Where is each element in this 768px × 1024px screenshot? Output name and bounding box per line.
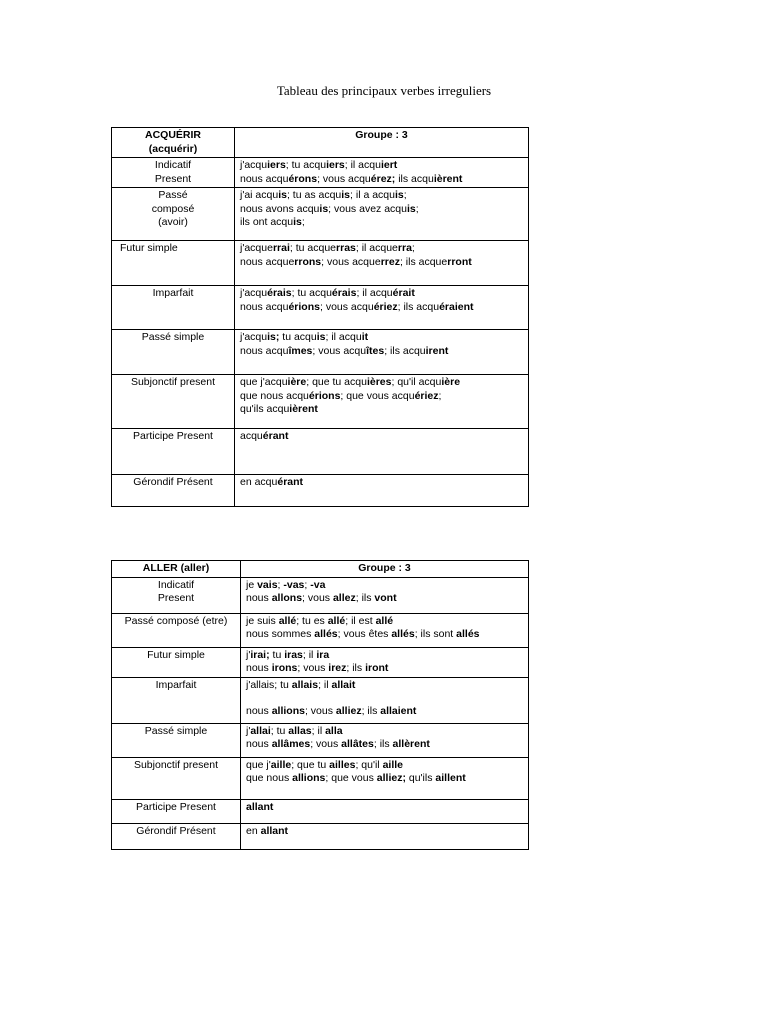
conjugation-line [240, 430, 523, 444]
stem-text: ; ils acque [399, 255, 448, 268]
stem-text: nous [246, 738, 272, 750]
ending-text: allâmes [271, 738, 311, 750]
conjugation-cell [235, 429, 529, 475]
ending-text: rra [397, 242, 412, 254]
ending-text: rrez [380, 255, 400, 268]
conjugation-cell [241, 577, 529, 613]
stem-text: ; tu es [296, 614, 328, 627]
ending-text: allés [391, 628, 415, 640]
conjugation-line [246, 615, 523, 629]
ending-text: allions [292, 772, 326, 784]
stem-text: nous acqu [240, 344, 289, 357]
ending-text: aille [382, 758, 403, 771]
stem-text: j'ai acqu [240, 189, 279, 201]
table-row [112, 286, 529, 330]
ending-text: allé [375, 614, 394, 627]
conjugation-line [240, 287, 523, 301]
ending-text: allait [331, 678, 356, 691]
stem-text: ; il acqu [344, 159, 381, 171]
stem-text: ; vous acque [321, 255, 381, 268]
stem-text: ; vous [297, 662, 329, 674]
stem-text: nous [246, 705, 272, 717]
ending-text: érant [262, 430, 289, 442]
ending-text: allé [327, 614, 346, 627]
stem-text: que j' [246, 758, 271, 771]
table-row [112, 429, 529, 475]
conjugation-cell [235, 375, 529, 429]
stem-text: ; tu [270, 724, 289, 737]
ending-text: is [319, 202, 329, 215]
tense-label: Passé simple [141, 331, 205, 343]
stem-text: ; il [302, 648, 317, 661]
ending-text: rront [447, 255, 472, 268]
conjugation-line [240, 331, 523, 345]
ending-text: allai [250, 724, 271, 737]
tense-label: Imparfait [152, 287, 194, 299]
stem-text: nous sommes [246, 628, 315, 640]
header-row [112, 128, 529, 158]
conjugation-cell [241, 723, 529, 757]
conjugation-cell [235, 241, 529, 286]
ending-text: aille [270, 758, 292, 771]
stem-text: ; ils [373, 738, 393, 750]
ending-text: allèrent [392, 738, 430, 750]
table-row [112, 375, 529, 429]
conjugation-line [246, 649, 523, 663]
ending-text: is [316, 331, 326, 343]
page-title: Tableau des principaux verbes irreguliers [276, 83, 492, 98]
conjugation-line [240, 301, 523, 315]
table-row [112, 188, 529, 241]
tense-label: Participe Present [133, 430, 213, 442]
stem-text: je [246, 578, 258, 591]
conjugation-line [246, 725, 523, 739]
ending-text: iert [380, 159, 398, 171]
stem-text: ; [411, 242, 415, 254]
table-row [112, 613, 529, 647]
tense-label: Imparfait [155, 678, 197, 691]
tense-label: Present [157, 592, 195, 604]
table-row [112, 475, 529, 507]
stem-text: j' [246, 724, 251, 737]
stem-text: ; ils [346, 662, 366, 674]
stem-text: ; il est [345, 614, 376, 627]
stem-text: ; [403, 189, 407, 201]
tense-label: Subjonctif present [130, 376, 216, 388]
stem-text: que j'acqu [240, 376, 288, 388]
stem-text: ; il [318, 678, 332, 691]
ending-text: érais [267, 287, 292, 299]
stem-text: ; qu'il acqu [391, 376, 442, 388]
stem-text: nous avons acqu [240, 202, 320, 215]
ending-text: alliez; [376, 772, 406, 784]
stem-text: ; tu acqu [285, 159, 327, 171]
conjugation-line [240, 256, 523, 270]
tense-label: composé [151, 202, 195, 215]
ending-text: ière [441, 376, 461, 388]
ending-text: érions [288, 300, 320, 313]
tense-cell [112, 647, 241, 677]
stem-text: ; [438, 389, 442, 402]
tense-label: Passé simple [144, 724, 208, 737]
tense-cell [112, 475, 235, 507]
conjugation-line [246, 679, 523, 693]
conjugation-line [240, 476, 523, 490]
table-row [112, 757, 529, 799]
ending-text: iront [365, 662, 389, 674]
stem-text: ; il acque [355, 242, 398, 254]
conjugation-line [240, 216, 523, 230]
stem-text: ; vous acqu [319, 300, 374, 313]
ending-text: rrai [272, 242, 290, 254]
ending-text: érait [392, 287, 415, 299]
conjugation-cell [235, 158, 529, 188]
conjugation-line [246, 772, 523, 786]
conjugation-line [246, 579, 523, 593]
stem-text: ils ont acqu [240, 216, 294, 228]
stem-text: en [246, 824, 261, 837]
ending-text: allés [456, 628, 480, 640]
group-cell [241, 561, 529, 578]
stem-text: nous [246, 662, 272, 674]
ending-text: iers [267, 159, 286, 171]
ending-text: ira [316, 648, 330, 661]
conjugation-line [240, 203, 523, 217]
conjugation-line [240, 345, 523, 359]
ending-text: allant [246, 800, 274, 813]
ending-text: érais [331, 287, 357, 299]
stem-text: acqu [240, 430, 263, 442]
conjugation-cell [241, 677, 529, 723]
stem-text: ; il acqu [356, 287, 393, 299]
ending-text: ailles [329, 758, 356, 771]
table-row [112, 330, 529, 375]
ending-text: iras [284, 648, 303, 661]
stem-text: ; vous acqu [312, 344, 367, 357]
ending-text: rras [336, 242, 356, 254]
ending-text: is [278, 189, 287, 201]
verb-infinitive: (acquérir) [148, 142, 198, 155]
stem-text: ; [415, 202, 419, 215]
stem-text: ; tu acqu [291, 287, 332, 299]
ending-text: allas [288, 724, 312, 737]
tense-cell [112, 241, 235, 286]
tense-label: Participe Present [136, 800, 216, 813]
ending-text: allaient [380, 705, 417, 717]
ending-text: érant [277, 476, 304, 488]
conjugation-cell [235, 475, 529, 507]
conjugation-line [240, 159, 523, 173]
tense-label: Passé [158, 189, 188, 201]
stem-text: en acqu [240, 476, 278, 488]
ending-text: alliez [335, 705, 362, 717]
ending-text: -va [310, 578, 326, 591]
stem-text: j'acqu [240, 331, 268, 343]
stem-text: que nous [246, 772, 293, 784]
conjugation-cell [241, 823, 529, 849]
tense-label: Subjonctif present [133, 758, 219, 771]
tense-cell [112, 158, 235, 188]
ending-text: érons [288, 172, 318, 185]
conjugation-line [246, 801, 523, 815]
stem-text: ; que vous [325, 772, 377, 784]
stem-text: ; il acqu [325, 331, 362, 343]
ending-text: ériez [373, 300, 398, 313]
stem-text: nous acque [240, 255, 295, 268]
conjugation-line [240, 376, 523, 390]
conjugation-line [240, 403, 523, 417]
group-label: Groupe : 3 [355, 129, 408, 141]
tense-label: Futur simple [147, 648, 205, 661]
ending-text: allions [271, 705, 305, 717]
conjugation-line [246, 592, 523, 606]
stem-text: ; ils acqu [397, 300, 440, 313]
ending-text: allais [291, 678, 319, 691]
conjugation-line [240, 173, 523, 187]
tense-label: Gérondif Présent [133, 476, 213, 488]
ending-text: érez; [370, 172, 396, 185]
table-row [112, 799, 529, 823]
tense-cell [112, 577, 241, 613]
conjugation-line [240, 390, 523, 404]
conjugation-line [246, 738, 523, 752]
ending-text: ières [366, 376, 392, 388]
conjugation-line [246, 759, 523, 773]
conjugation-cell [241, 757, 529, 799]
ending-text: allés [314, 628, 338, 640]
table-row [112, 723, 529, 757]
ending-text: allâtes [341, 738, 374, 750]
conjugation-cell [241, 647, 529, 677]
stem-text: j'acqu [240, 159, 268, 171]
stem-text: ; tu acque [289, 242, 337, 254]
tense-label: Gérondif Présent [136, 824, 216, 837]
stem-text: ; ils [355, 592, 375, 604]
stem-text: ; vous êtes [337, 628, 392, 640]
stem-text: je suis [246, 614, 279, 627]
tense-cell [112, 188, 235, 241]
ending-text: îmes [288, 344, 313, 357]
table-row [112, 158, 529, 188]
tense-label: Present [154, 172, 192, 185]
verb-name: ALLER (aller) [142, 562, 210, 574]
conjugation-cell [241, 799, 529, 823]
stem-text: ; que vous acqu [340, 389, 415, 402]
ending-text: irons [271, 662, 298, 674]
stem-text: nous [246, 592, 272, 604]
table-row [112, 241, 529, 286]
conjugation-line [246, 825, 523, 839]
conjugation-line [246, 628, 523, 642]
tense-cell [112, 723, 241, 757]
stem-text: ; vous acqu [317, 172, 371, 185]
tense-cell [112, 677, 241, 723]
tense-cell [112, 799, 241, 823]
stem-text: ; vous [302, 592, 333, 604]
conjugation-cell [235, 286, 529, 330]
stem-text: qu'ils acqu [240, 403, 290, 415]
stem-text: tu acqu [279, 331, 317, 343]
ending-text: érions [308, 389, 341, 402]
stem-text: ils acqu [395, 172, 434, 185]
ending-text: allant [260, 824, 289, 837]
verb-name-cell [112, 128, 235, 158]
tense-label: (avoir) [158, 216, 188, 228]
verb-table-acquerir [111, 127, 529, 507]
conjugation-line [246, 705, 523, 719]
stem-text: ; ils [361, 705, 381, 717]
ending-text: rrons [294, 255, 322, 268]
conjugation-line [240, 189, 523, 203]
ending-text: îtes [366, 344, 385, 357]
ending-text: iers [326, 159, 345, 171]
ending-text: irent [425, 344, 449, 357]
conjugation-cell [235, 188, 529, 241]
stem-text: ; ils acqu [384, 344, 426, 357]
ending-text: ériez [414, 389, 439, 402]
stem-text: j'allais; tu [246, 678, 292, 691]
tense-cell [112, 330, 235, 375]
stem-text: tu [269, 648, 285, 661]
ending-text: allé [278, 614, 297, 627]
tense-label: Passé composé (etre) [124, 614, 228, 627]
conjugation-line [240, 242, 523, 256]
stem-text: j'acqu [240, 287, 268, 299]
conjugation-line [246, 662, 523, 676]
ending-text: is [394, 189, 404, 201]
ending-text: aillent [435, 772, 466, 784]
ending-text: is [341, 189, 351, 201]
stem-text: ; qu'il [355, 758, 383, 771]
tense-cell [112, 757, 241, 799]
stem-text: nous acqu [240, 172, 289, 185]
verb-table-aller [111, 560, 529, 850]
stem-text: qu'ils [405, 772, 436, 784]
verb-name: ACQUÉRIR [144, 129, 201, 141]
conjugation-cell [241, 613, 529, 647]
group-label: Groupe : 3 [358, 562, 411, 574]
stem-text: ; ils sont [414, 628, 457, 640]
stem-text: ; vous [310, 738, 342, 750]
ending-text: it [361, 331, 369, 343]
ending-text: vont [374, 592, 397, 604]
stem-text: j'acque [240, 242, 273, 254]
stem-text: ; il a acqu [350, 189, 395, 201]
ending-text: ièrent [289, 403, 318, 415]
tense-label: Indicatif [154, 159, 192, 171]
table-row [112, 577, 529, 613]
stem-text: ; vous [304, 705, 336, 717]
ending-text: vais [257, 578, 278, 591]
line-gap [246, 692, 523, 705]
stem-text: ; [277, 578, 284, 591]
stem-text: que nous acqu [240, 389, 309, 402]
ending-text: is [406, 202, 416, 215]
header-row [112, 561, 529, 578]
stem-text: ; vous avez acqu [328, 202, 407, 215]
stem-text: ; [301, 216, 305, 228]
ending-text: is [293, 216, 302, 228]
tense-cell [112, 375, 235, 429]
ending-text: alla [325, 724, 343, 737]
stem-text: ; tu as acqu [286, 189, 342, 201]
tense-label: Futur simple [120, 242, 178, 254]
stem-text: ; il [311, 724, 326, 737]
table-row [112, 647, 529, 677]
tense-label: Indicatif [157, 578, 195, 591]
tense-cell [112, 823, 241, 849]
tense-cell [112, 286, 235, 330]
ending-text: allons [271, 592, 303, 604]
ending-text: éraient [439, 300, 474, 313]
stem-text: nous acqu [240, 300, 289, 313]
stem-text: ; que tu [291, 758, 330, 771]
ending-text: allez [332, 592, 356, 604]
tense-cell [112, 613, 241, 647]
ending-text: is; [267, 331, 280, 343]
stem-text: j' [246, 648, 251, 661]
table-row [112, 823, 529, 849]
stem-text: ; que tu acqu [306, 376, 367, 388]
ending-text: irez [328, 662, 347, 674]
ending-text: ière [287, 376, 307, 388]
ending-text: -vas [283, 578, 305, 591]
tense-cell [112, 429, 235, 475]
conjugation-cell [235, 330, 529, 375]
group-cell [235, 128, 529, 158]
table-row [112, 677, 529, 723]
ending-text: irai; [250, 648, 270, 661]
verb-name-cell [112, 561, 241, 578]
ending-text: ièrent [433, 172, 463, 185]
stem-text: ; [304, 578, 311, 591]
